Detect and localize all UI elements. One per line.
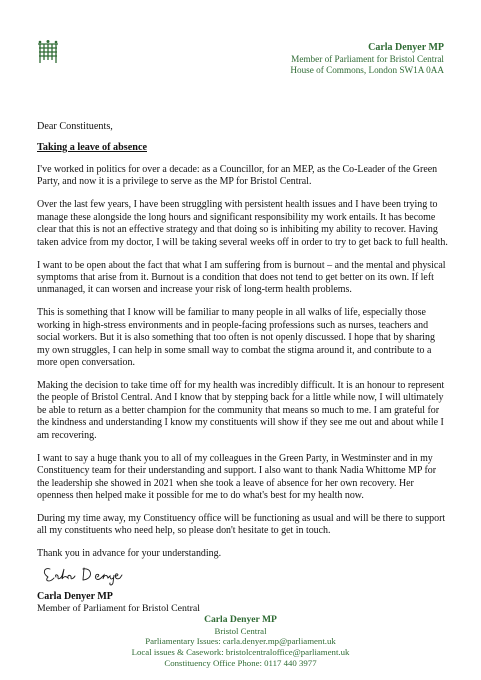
letter-body bbox=[37, 164, 449, 571]
letterhead bbox=[290, 42, 444, 77]
paragraph: I want to say a huge thank you to all of my colleagues in the Green Party, in Westminster and in my Constituency team for their understanding and support. I also want to thank Nadia Whittome MP for the leadership she showed in 2021 when she took a leave of absence for her own recovery. Her openness then helped make it possible for me to do what's best for my health now. bbox=[37, 452, 437, 501]
footer bbox=[0, 615, 481, 669]
paragraph: I've worked in politics for over a decade: as a Councillor, for an MEP, as the Co-Leader of the Green Party, and now it is a privilege to serve as the MP for Bristol Central. bbox=[37, 164, 438, 188]
handwritten-signature bbox=[40, 563, 124, 587]
subject-heading: Taking a leave of absence bbox=[37, 142, 147, 153]
paragraph: This is something that I know will be familiar to many people in all walks of life, especially those working in high-stress environments and in people-facing professions such as nurses, teachers and social workers. But it is also something that too often is not openly discussed. I hope that by sharing my own struggles, I can help in some small way to combat the stigma around it, and contribute to a more open conversation. bbox=[37, 307, 435, 369]
letterhead-role: Member of Parliament for Bristol Central bbox=[291, 53, 444, 64]
letterhead-name: Carla Denyer MP bbox=[368, 42, 444, 53]
greeting: Dear Constituents, bbox=[37, 121, 113, 132]
paragraph: Thank you in advance for your understanding. bbox=[37, 548, 222, 560]
letterhead-address: House of Commons, London SW1A 0AA bbox=[290, 65, 444, 76]
footer-parliamentary-email: Parliamentary Issues: carla.denyer.mp@parliament.uk bbox=[145, 636, 336, 647]
paragraph: Over the last few years, I have been struggling with persistent health issues and I have been trying to manage these alongside the long hours and significant responsibility my work entails. It has become clear that this is not an effective strategy and that doing so is inhibiting my ability to recover. Having taken advice from my doctor, I will be taking several weeks off in order to try to get back to full health. bbox=[37, 199, 448, 248]
footer-name: Carla Denyer MP bbox=[204, 614, 277, 625]
signoff-name: Carla Denyer MP bbox=[37, 591, 113, 602]
paragraph: Making the decision to take time off for my health was incredibly difficult. It is an honour to represent the people of Bristol Central. And I know that by stepping back for a little while now, I will ultimately be able to return as a better champion for the community that means so much to me. I am grateful for the kindness and understanding I know my constituents will show if they see me out and about while I am recovering. bbox=[37, 380, 445, 441]
signoff-title: Member of Parliament for Bristol Central bbox=[37, 603, 200, 614]
footer-local-email: Local issues & Casework: bristolcentraloffice@parliament.uk bbox=[131, 647, 350, 658]
paragraph: During my time away, my Constituency office will be functioning as usual and will be there to support all my constituents who need help, so please don't hesitate to get in touch. bbox=[37, 512, 446, 537]
footer-phone: Constituency Office Phone: 0117 440 3977 bbox=[164, 657, 317, 668]
paragraph: I want to be open about the fact that what I am suffering from is burnout – and the mental and physical symptoms that arise from it. Burnout is a condition that does not tend to get better on its own. If left unmanaged, it can worsen and increase your risk of long-term health problems. bbox=[37, 259, 446, 296]
portcullis-icon bbox=[37, 40, 59, 64]
footer-constituency: Bristol Central bbox=[214, 625, 267, 636]
